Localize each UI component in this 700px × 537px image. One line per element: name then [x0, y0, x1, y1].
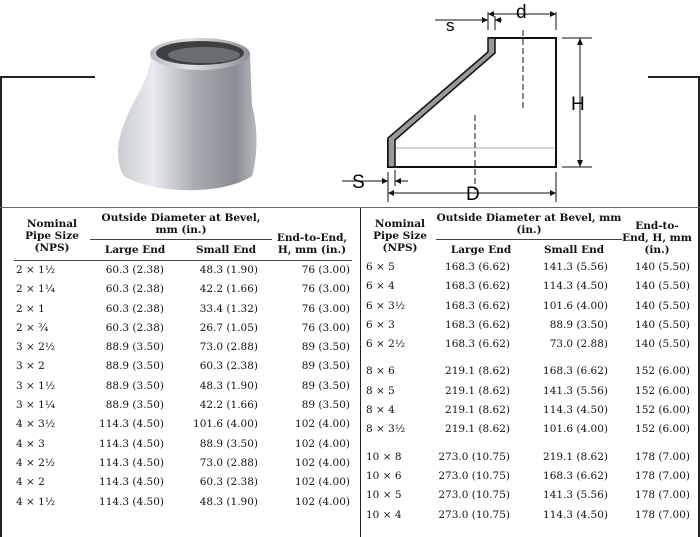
size-cell: 10 × 5 [366, 489, 402, 502]
small-end-cell: 48.3 (1.90) [199, 379, 258, 392]
table-row [364, 362, 692, 381]
table-row [364, 297, 692, 316]
end-to-end-cell: 178 (7.00) [635, 450, 690, 463]
table-row [14, 396, 352, 415]
header-od-right: Outside Diameter at Bevel, mm (in.) [436, 210, 622, 240]
size-cell: 10 × 8 [366, 450, 402, 463]
frame-left [0, 76, 2, 537]
end-to-end-cell: 140 (5.50) [635, 318, 690, 331]
large-end-cell: 168.3 (6.62) [445, 299, 510, 312]
end-to-end-cell: 76 (3.00) [301, 264, 350, 276]
end-to-end-cell: 178 (7.00) [635, 489, 690, 502]
large-end-cell: 88.9 (3.50) [105, 379, 164, 392]
reducer-photo [112, 26, 262, 201]
large-end-cell: 168.3 (6.62) [445, 261, 510, 273]
frame-mid-divider [360, 207, 361, 537]
table-row [14, 338, 352, 357]
header-nominal: Nominal Pipe Size (NPS) [25, 218, 79, 254]
table-row [14, 435, 352, 454]
size-cell: 4 × 3½ [16, 418, 56, 431]
size-cell: 10 × 4 [366, 508, 402, 521]
small-end-cell: 101.6 (4.00) [543, 299, 608, 312]
table-row [14, 493, 352, 512]
table-row [364, 401, 692, 420]
table-row [14, 300, 352, 319]
header-od: Outside Diameter at Bevel, mm (in.) [90, 210, 272, 240]
small-end-cell: 88.9 (3.50) [199, 437, 258, 450]
end-to-end-cell: 76 (3.00) [301, 283, 350, 296]
large-end-cell: 168.3 (6.62) [445, 280, 510, 293]
large-end-cell: 168.3 (6.62) [445, 338, 510, 351]
table-row [14, 473, 352, 492]
table-right [364, 210, 692, 525]
size-cell: 8 × 4 [366, 404, 395, 417]
size-cell: 3 × 2 [16, 360, 45, 373]
small-end-cell: 73.0 (2.88) [199, 341, 258, 354]
end-to-end-cell: 76 (3.00) [301, 302, 350, 315]
size-cell: 4 × 2 [16, 476, 45, 489]
table-row [364, 486, 692, 505]
small-end-cell: 141.3 (5.56) [543, 261, 608, 273]
large-end-cell: 88.9 (3.50) [105, 399, 164, 412]
group-gap [364, 354, 692, 362]
label-S: S [352, 172, 365, 193]
frame-right [698, 76, 700, 537]
table-row [14, 454, 352, 473]
size-cell: 8 × 3½ [366, 423, 406, 436]
frame-top-left [0, 76, 95, 78]
header-ete: End-to-End, H, mm (in.) [276, 232, 348, 256]
end-to-end-cell: 140 (5.50) [635, 299, 690, 312]
small-end-cell: 141.3 (5.56) [543, 384, 608, 397]
large-end-cell: 273.0 (10.75) [438, 469, 510, 482]
table-row [364, 420, 692, 439]
size-cell: 3 × 1½ [16, 379, 56, 392]
small-end-cell: 60.3 (2.38) [199, 476, 258, 489]
size-cell: 2 × ¾ [16, 321, 49, 334]
end-to-end-cell: 178 (7.00) [635, 469, 690, 482]
large-end-cell: 88.9 (3.50) [105, 360, 164, 373]
small-end-cell: 219.1 (8.62) [543, 450, 608, 463]
table-row [364, 467, 692, 486]
size-cell: 6 × 3 [366, 318, 395, 331]
size-cell: 2 × 1½ [16, 264, 56, 276]
large-end-cell: 219.1 (8.62) [445, 365, 510, 378]
small-end-cell: 26.7 (1.05) [199, 321, 258, 334]
large-end-cell: 219.1 (8.62) [445, 423, 510, 436]
large-end-cell: 168.3 (6.62) [445, 318, 510, 331]
small-end-cell: 101.6 (4.00) [543, 423, 608, 436]
table-left [14, 210, 352, 512]
size-cell: 4 × 3 [16, 437, 45, 450]
header-small-right: Small End [543, 244, 605, 256]
table-row [14, 377, 352, 396]
table-row [364, 277, 692, 296]
large-end-cell: 60.3 (2.38) [105, 321, 164, 334]
table-row [364, 335, 692, 354]
large-end-cell: 273.0 (10.75) [438, 450, 510, 463]
header-large: Large End [104, 244, 166, 256]
large-end-cell: 114.3 (4.50) [99, 495, 164, 508]
end-to-end-cell: 102 (4.00) [295, 495, 350, 508]
end-to-end-cell: 89 (3.50) [301, 360, 350, 373]
small-end-cell: 114.3 (4.50) [543, 508, 608, 521]
group-gap [364, 440, 692, 448]
large-end-cell: 88.9 (3.50) [105, 341, 164, 354]
size-cell: 3 × 1¼ [16, 399, 56, 412]
large-end-cell: 60.3 (2.38) [105, 283, 164, 296]
large-end-cell: 60.3 (2.38) [105, 264, 164, 276]
table-row [364, 448, 692, 467]
small-end-cell: 42.2 (1.66) [199, 283, 258, 296]
size-cell: 2 × 1 [16, 302, 45, 315]
header-large-right: Large End [450, 244, 512, 256]
label-s: s [446, 16, 455, 35]
size-cell: 10 × 6 [366, 469, 402, 482]
large-end-cell: 114.3 (4.50) [99, 476, 164, 489]
small-end-cell: 141.3 (5.56) [543, 489, 608, 502]
frame-table-top [0, 207, 700, 208]
end-to-end-cell: 89 (3.50) [301, 379, 350, 392]
end-to-end-cell: 76 (3.00) [301, 321, 350, 334]
small-end-cell: 101.6 (4.00) [193, 418, 258, 431]
end-to-end-cell: 102 (4.00) [295, 437, 350, 450]
end-to-end-cell: 140 (5.50) [635, 280, 690, 293]
large-end-cell: 219.1 (8.62) [445, 404, 510, 417]
large-end-cell: 273.0 (10.75) [438, 489, 510, 502]
end-to-end-cell: 89 (3.50) [301, 399, 350, 412]
table-row [14, 415, 352, 434]
frame-top-right [648, 76, 700, 78]
small-end-cell: 114.3 (4.50) [543, 404, 608, 417]
end-to-end-cell: 140 (5.50) [635, 261, 690, 273]
small-end-cell: 168.3 (6.62) [543, 469, 608, 482]
table-row [14, 280, 352, 299]
small-end-cell: 42.2 (1.66) [199, 399, 258, 412]
header-ete-right: End-to-End, H, mm (in.) [622, 220, 692, 256]
size-cell: 8 × 6 [366, 365, 395, 378]
size-cell: 6 × 3½ [366, 299, 406, 312]
large-end-cell: 60.3 (2.38) [105, 302, 164, 315]
large-end-cell: 273.0 (10.75) [438, 508, 510, 521]
table-row [364, 316, 692, 335]
end-to-end-cell: 89 (3.50) [301, 341, 350, 354]
table-row [364, 382, 692, 401]
header-small: Small End [195, 244, 257, 256]
reducer-drawing [330, 0, 600, 205]
end-to-end-cell: 178 (7.00) [635, 508, 690, 521]
small-end-cell: 88.9 (3.50) [549, 318, 608, 331]
end-to-end-cell: 152 (6.00) [635, 384, 690, 397]
small-end-cell: 33.4 (1.32) [199, 302, 258, 315]
table-row [364, 506, 692, 525]
large-end-cell: 114.3 (4.50) [99, 456, 164, 469]
size-cell: 4 × 1½ [16, 495, 56, 508]
size-cell: 4 × 2½ [16, 456, 56, 469]
end-to-end-cell: 140 (5.50) [635, 338, 690, 351]
table-row [364, 258, 692, 277]
label-h: H [571, 94, 585, 115]
large-end-cell: 219.1 (8.62) [445, 384, 510, 397]
label-d: d [516, 2, 527, 23]
end-to-end-cell: 102 (4.00) [295, 476, 350, 489]
large-end-cell: 114.3 (4.50) [99, 418, 164, 431]
end-to-end-cell: 152 (6.00) [635, 423, 690, 436]
large-end-cell: 114.3 (4.50) [99, 437, 164, 450]
small-end-cell: 48.3 (1.90) [199, 264, 258, 276]
size-cell: 6 × 4 [366, 280, 395, 293]
size-cell: 6 × 2½ [366, 338, 406, 351]
end-to-end-cell: 152 (6.00) [635, 404, 690, 417]
size-cell: 6 × 5 [366, 261, 395, 273]
small-end-cell: 168.3 (6.62) [543, 365, 608, 378]
small-end-cell: 114.3 (4.50) [543, 280, 608, 293]
header-nominal-right: Nominal Pipe Size (NPS) [373, 218, 427, 254]
small-end-cell: 48.3 (1.90) [199, 495, 258, 508]
end-to-end-cell: 152 (6.00) [635, 365, 690, 378]
end-to-end-cell: 102 (4.00) [295, 418, 350, 431]
end-to-end-cell: 102 (4.00) [295, 456, 350, 469]
small-end-cell: 73.0 (2.88) [199, 456, 258, 469]
table-row [14, 357, 352, 376]
table-row [14, 261, 352, 281]
label-D: D [466, 184, 480, 205]
small-end-cell: 60.3 (2.38) [199, 360, 258, 373]
size-cell: 3 × 2½ [16, 341, 56, 354]
table-row [14, 319, 352, 338]
size-cell: 8 × 5 [366, 384, 395, 397]
size-cell: 2 × 1¼ [16, 283, 56, 296]
small-end-cell: 73.0 (2.88) [549, 338, 608, 351]
